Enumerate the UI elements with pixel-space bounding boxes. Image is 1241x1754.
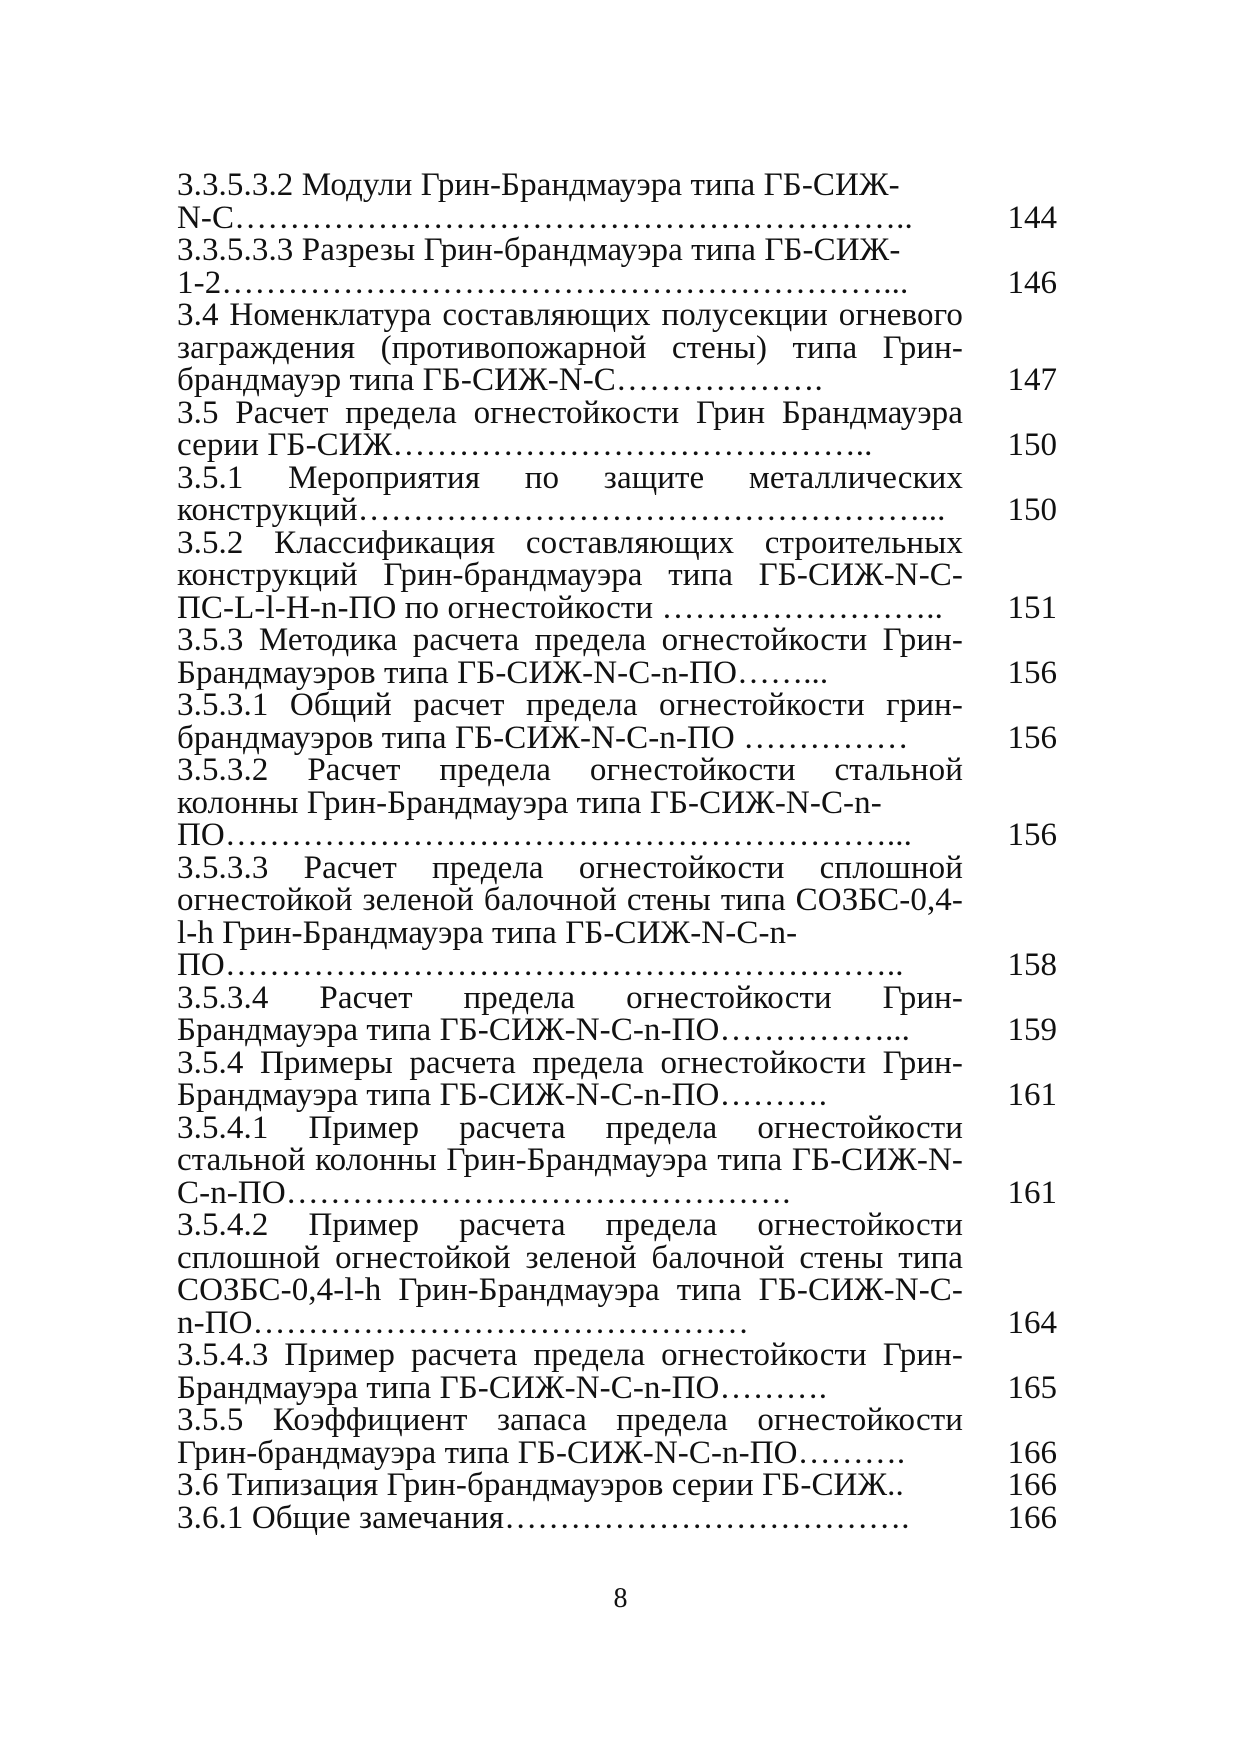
toc-entry-title: 3.5.3.4 Расчет предела огнестойкости Грин-Брандмауэра типа ГБ-СИЖ-N-С-n-ПО……………...: [177, 979, 963, 1048]
toc-entry-page: 158: [1007, 947, 1057, 983]
toc-entry[interactable]: [177, 624, 1057, 689]
toc-entry-title: 3.5.5 Коэффициент запаса предела огнестойкости Грин-брандмауэра типа ГБ-СИЖ-N-С-n-ПО……….: [177, 1402, 963, 1471]
toc-entry-title: 3.4 Номенклатура составляющих полусекции огневого заграждения (противопожарной стены) типа Грин-брандмауэр типа ГБ-СИЖ-N-С……………….: [177, 297, 963, 398]
toc-entry-page: 166: [1007, 1434, 1057, 1471]
toc-entry-title: 3.5.3.1 Общий расчет предела огнестойкости грин-брандмауэров типа ГБ-СИЖ-N-С-n-ПО ……………: [177, 687, 963, 756]
toc-entry[interactable]: [177, 394, 1057, 463]
toc-entry[interactable]: [177, 524, 1057, 626]
toc-entry-page: 161: [1007, 1077, 1057, 1113]
toc-entry-page: 151: [1007, 589, 1057, 626]
toc-entry-title: 3.5.3.2 Расчет предела огнестойкости стальной колонны Грин-Брандмауэра типа ГБ-СИЖ-N-С-n- ПО……………………………………………………...: [177, 752, 963, 853]
toc-entry-title: 3.6.1 Общие замечания……………………………….: [177, 1499, 910, 1536]
toc-entry-title: 3.3.5.3.3 Разрезы Грин-брандмауэра типа ГБ-СИЖ- 1-2……………………………………………………...: [177, 232, 909, 301]
page-number: 8: [613, 1583, 628, 1614]
toc-entry[interactable]: [177, 169, 1057, 234]
toc-entry-page: 156: [1007, 654, 1057, 691]
toc-entry-title: 3.5.3 Методика расчета предела огнестойкости Грин-Брандмауэров типа ГБ-СИЖ-N-С-n-ПО……...: [177, 622, 963, 691]
toc-entry-page: 166: [1007, 1467, 1057, 1503]
toc-entry-page: 166: [1007, 1499, 1057, 1536]
toc-entry-page: 150: [1007, 427, 1057, 463]
toc-entry[interactable]: [177, 299, 1057, 397]
toc-entry-page: 165: [1007, 1369, 1057, 1406]
toc-entry[interactable]: [177, 1209, 1057, 1339]
toc-entry[interactable]: [177, 1044, 1057, 1113]
toc-entry-page: 144: [1007, 199, 1057, 236]
toc-entry[interactable]: [177, 1404, 1057, 1469]
toc-entry[interactable]: [177, 1499, 1057, 1536]
toc-entry-title: 3.5.4.2 Пример расчета предела огнестойкости сплошной огнестойкой зеленой балочной стены типа СОЗБС-0,4-l-h Грин-Брандмауэра типа ГБ-СИЖ-N-С-n-ПО………………………………………: [177, 1207, 963, 1341]
toc-entry[interactable]: [177, 754, 1057, 852]
toc-entry[interactable]: [177, 1469, 1057, 1502]
toc-entry-page: 150: [1007, 492, 1057, 528]
toc-entry-page: 156: [1007, 719, 1057, 756]
toc-entry[interactable]: [177, 234, 1057, 299]
toc-entry-page: 161: [1007, 1174, 1057, 1211]
toc-entry-page: 147: [1007, 362, 1057, 398]
toc-entry-title: 3.5.4 Примеры расчета предела огнестойкости Грин-Брандмауэра типа ГБ-СИЖ-N-С-n-ПО……….: [177, 1044, 963, 1113]
toc-entry[interactable]: [177, 1109, 1057, 1211]
toc-entry-title: 3.5 Расчет предела огнестойкости Грин Брандмауэра серии ГБ-СИЖ……………………………………..: [177, 394, 963, 463]
toc-entry-title: 3.5.2 Классификация составляющих строительных конструкций Грин-брандмауэра типа ГБ-СИЖ-N-С-ПС-L-l-H-n-ПО по огнестойкости ……………………..: [177, 524, 963, 626]
toc-entry-title: 3.6 Типизация Грин-брандмауэров серии ГБ-СИЖ..: [177, 1467, 904, 1503]
toc-entry[interactable]: [177, 689, 1057, 754]
toc-entry[interactable]: [177, 849, 1057, 983]
toc-entry-page: 146: [1007, 264, 1057, 301]
toc-entry[interactable]: [177, 979, 1057, 1048]
toc-entry-page: 156: [1007, 817, 1057, 853]
toc-entry-page: 159: [1007, 1012, 1057, 1048]
toc-entry-title: 3.3.5.3.2 Модули Грин-Брандмауэра типа ГБ-СИЖ- N-С……………………………………………………..: [177, 167, 913, 236]
table-of-contents: [177, 169, 1057, 1534]
toc-entry[interactable]: [177, 459, 1057, 528]
toc-entry-title: 3.5.4.3 Пример расчета предела огнестойкости Грин-Брандмауэра типа ГБ-СИЖ-N-С-n-ПО……….: [177, 1337, 963, 1406]
toc-entry-page: 164: [1007, 1304, 1057, 1341]
toc-entry-title: 3.5.1 Мероприятия по защите металлических конструкций……………………………………………...: [177, 459, 963, 528]
toc-entry[interactable]: [177, 1339, 1057, 1404]
toc-entry-title: 3.5.3.3 Расчет предела огнестойкости сплошной огнестойкой зеленой балочной стены типа СОЗБС-0,4-l-h Грин-Брандмауэра типа ГБ-СИЖ-N-С-n- ПО……………………………………………………..: [177, 849, 963, 983]
toc-entry-title: 3.5.4.1 Пример расчета предела огнестойкости стальной колонны Грин-Брандмауэра типа ГБ-СИЖ-N-С-n-ПО……………………………………….: [177, 1109, 963, 1211]
